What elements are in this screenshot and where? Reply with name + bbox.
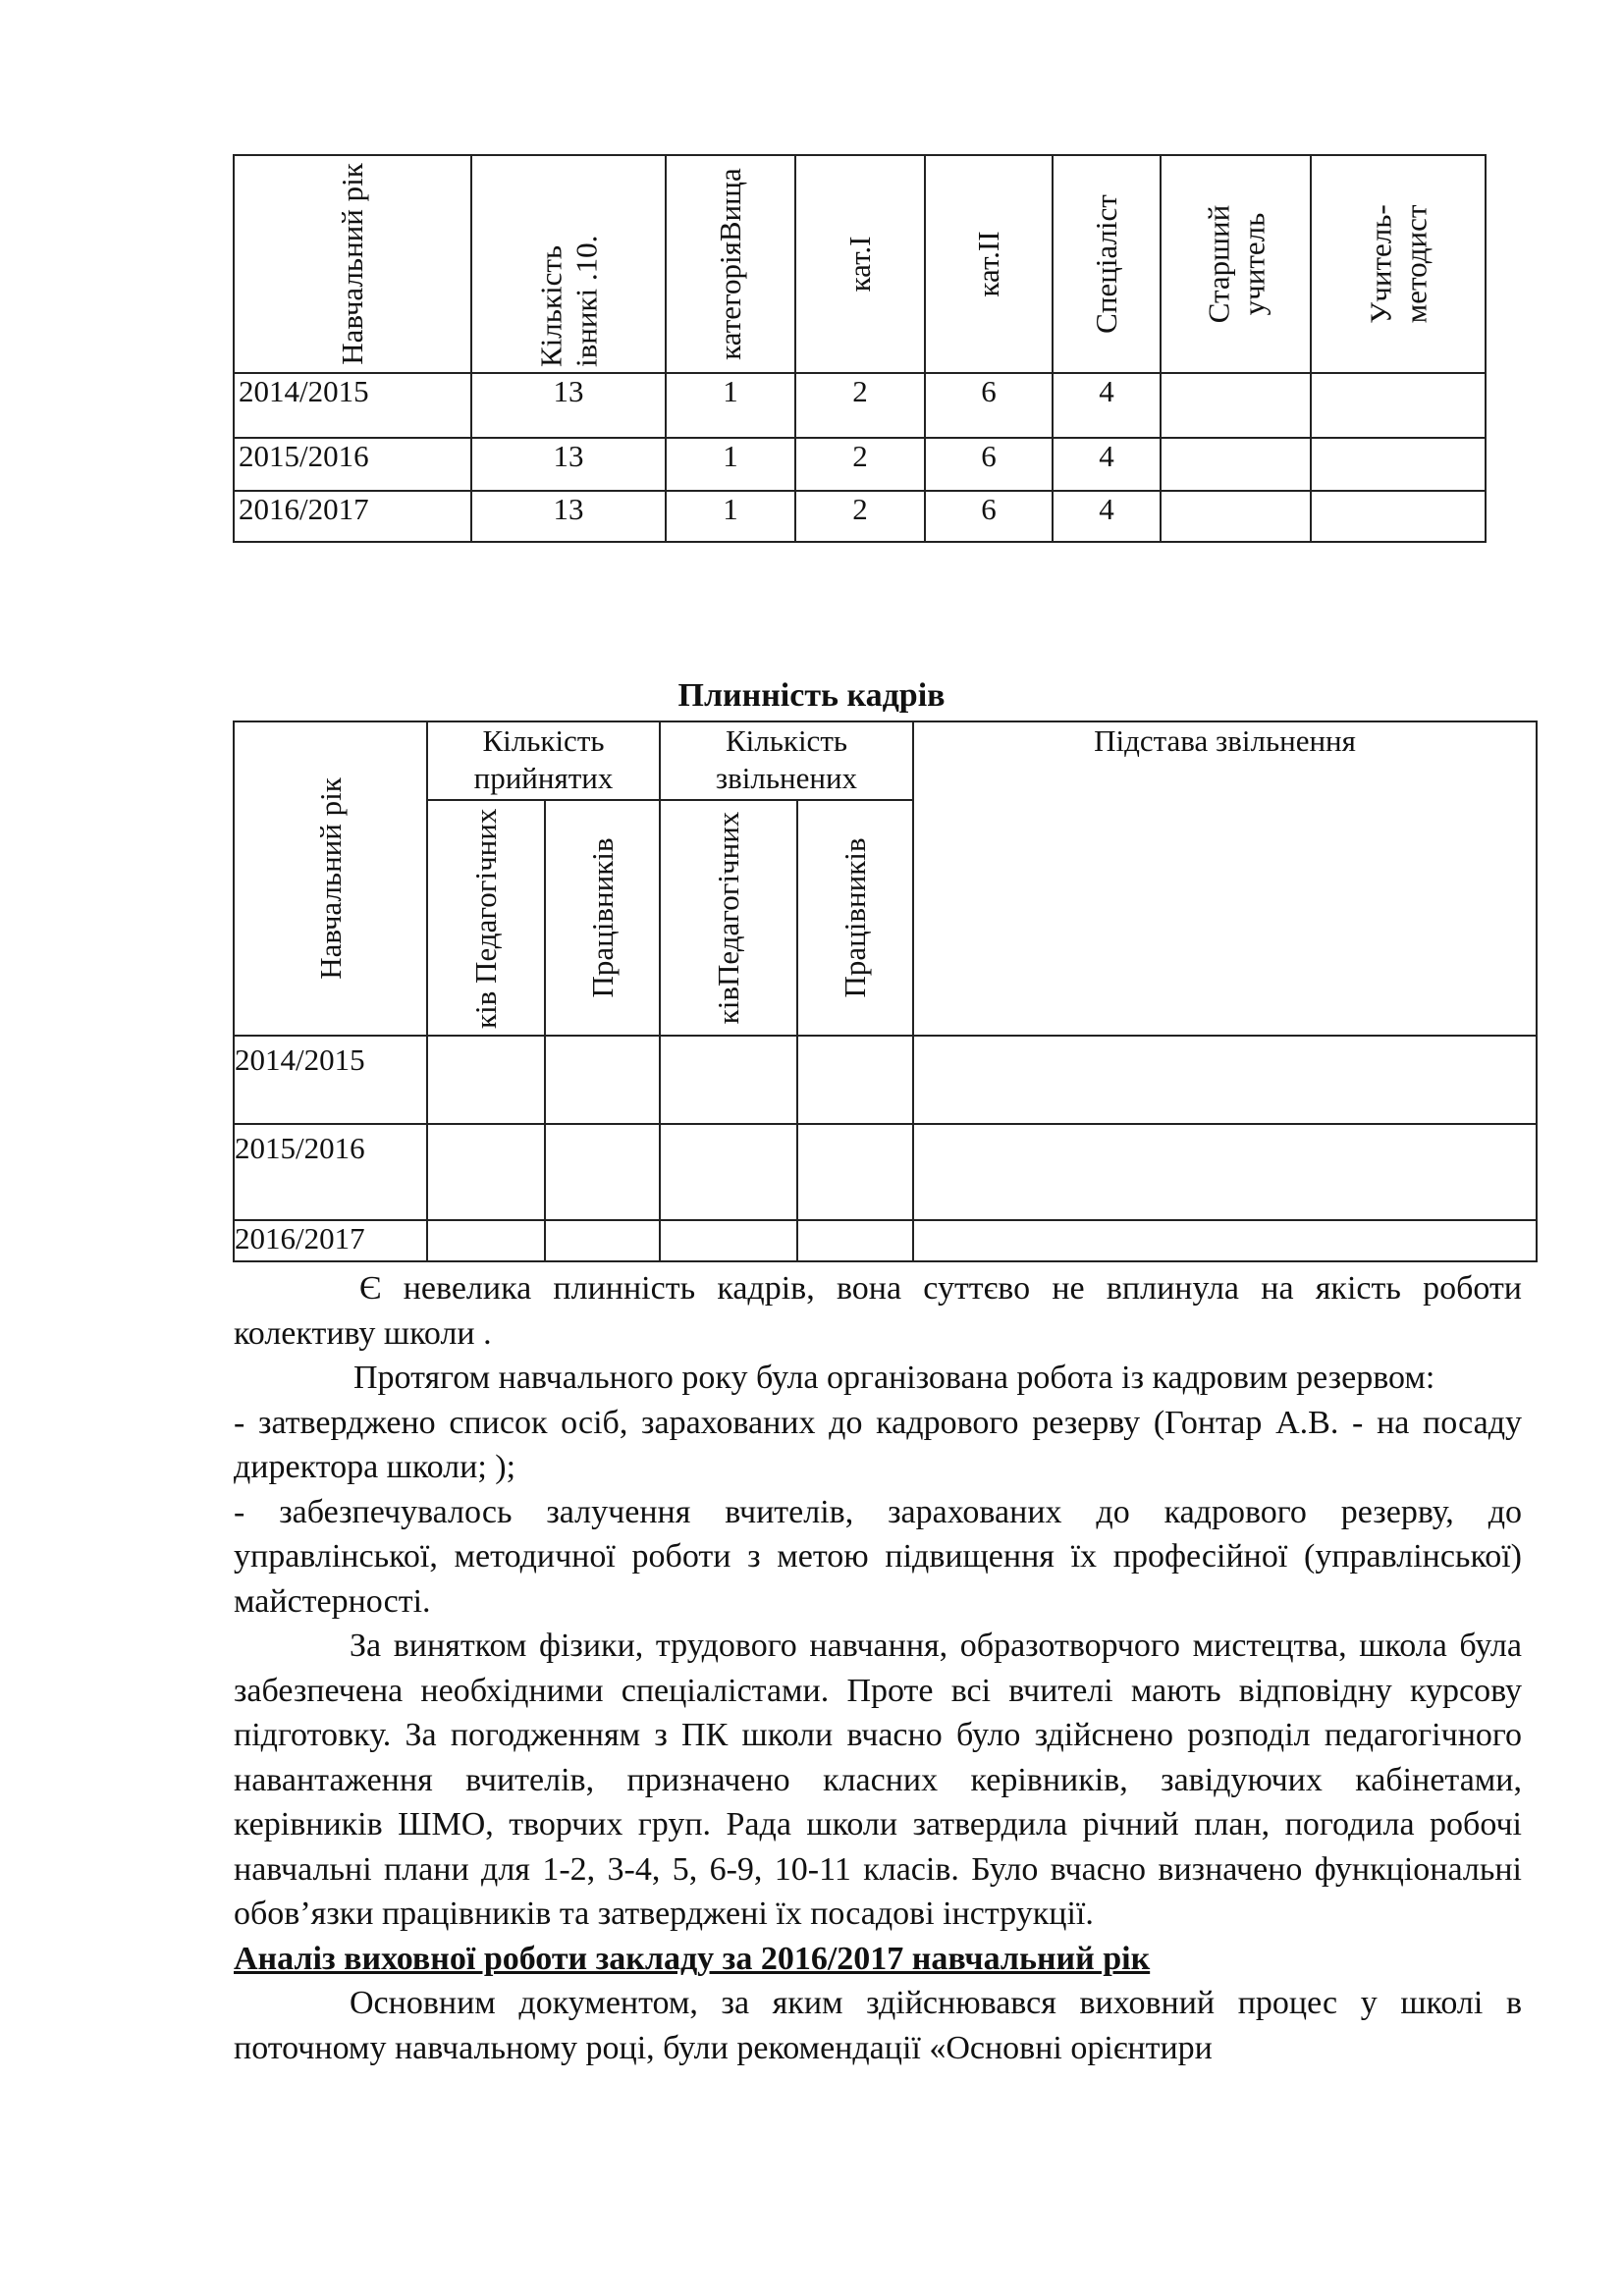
cell-year: 2014/2015 — [234, 373, 471, 438]
cell-cat2: 6 — [925, 491, 1053, 542]
cell-empty — [545, 1036, 660, 1124]
cell-empty — [797, 1036, 913, 1124]
header-year: Навчальний рік — [234, 155, 471, 373]
paragraph: Протягом навчального року була організована робота із кадровим резервом: — [353, 1360, 1435, 1396]
header-hired-pedagogical: ків Педагогічних — [427, 800, 545, 1036]
cell-methodist — [1311, 373, 1486, 438]
cell-senior — [1161, 438, 1311, 491]
cell-empty — [545, 1124, 660, 1220]
cell-highest: 1 — [666, 373, 795, 438]
table-row — [234, 491, 1486, 542]
table-row — [234, 1220, 1537, 1261]
cell-empty — [545, 1220, 660, 1261]
header-methodist-teacher: Учитель-методист — [1311, 155, 1486, 373]
paragraph: - забезпечувалось залучення вчителів, зарахованих до кадрового резерву, до управлінської, методичної роботи з метою підвищення їх професійної (управлінської) майстерності. — [234, 1493, 1522, 1620]
staff-category-table — [233, 154, 1487, 543]
cell-empty — [427, 1220, 545, 1261]
body-text — [234, 1266, 1522, 2070]
table-row — [234, 373, 1486, 438]
cell-empty — [427, 1036, 545, 1124]
cell-empty — [913, 1036, 1537, 1124]
cell-year: 2015/2016 — [234, 438, 471, 491]
cell-specialist: 4 — [1053, 373, 1161, 438]
header-senior-teacher: Старший учитель — [1161, 155, 1311, 373]
cell-count: 13 — [471, 373, 666, 438]
cell-cat1: 2 — [795, 491, 925, 542]
cell-year: 2015/2016 — [234, 1124, 427, 1220]
table-row — [234, 1036, 1537, 1124]
cell-year: 2016/2017 — [234, 1220, 427, 1261]
cell-count: 13 — [471, 438, 666, 491]
cell-methodist — [1311, 491, 1486, 542]
header-hired: Кількість прийнятих — [427, 721, 660, 800]
cell-cat2: 6 — [925, 373, 1053, 438]
header-category-1: кат.І — [795, 155, 925, 373]
table-row — [234, 438, 1486, 491]
header-year: Навчальний рік — [234, 721, 427, 1036]
header-dismissed-workers: Працівників — [797, 800, 913, 1036]
cell-empty — [427, 1124, 545, 1220]
staff-turnover-table — [233, 721, 1538, 1262]
paragraph: Основним документом, за яким здійснювався виховний процес у школі в поточному навчальному році, були рекомендації «Основні орієнтири — [234, 1985, 1522, 2066]
header-dismissed: Кількість звільнених — [660, 721, 913, 800]
cell-highest: 1 — [666, 491, 795, 542]
cell-senior — [1161, 491, 1311, 542]
cell-empty — [660, 1124, 797, 1220]
header-specialist: Спеціаліст — [1053, 155, 1161, 373]
header-dismissal-reason: Підстава звільнення — [913, 721, 1537, 1036]
cell-empty — [797, 1124, 913, 1220]
cell-count: 13 — [471, 491, 666, 542]
table-row — [234, 1124, 1537, 1220]
cell-cat1: 2 — [795, 373, 925, 438]
header-dismissed-pedagogical: ківПедагогічних — [660, 800, 797, 1036]
paragraph: - затверджено список осіб, зарахованих до кадрового резерву (Гонтар А.В. - на посаду директора школи; ); — [234, 1404, 1522, 1485]
cell-senior — [1161, 373, 1311, 438]
cell-specialist: 4 — [1053, 438, 1161, 491]
paragraph: За винятком фізики, трудового навчання, образотворчого мистецтва, школа була забезпечена необхідними спеціалістами. Проте всі вчителі мають відповідну курсову підготовку. За погодженням з ПК школи вчасно було здійснено розподіл педагогічного навантаження вчителів, призначено класних керівників, завідуючих кабінетами, керівників ШМО, творчих груп. Рада школи затвердила річний план, погодила робочі навчальні плани для 1-2, 3-4, 5, 6-9, 10-11 класів. Було вчасно визначено функціональні обов’язки працівників та затверджені їх посадові інструкції. — [234, 1628, 1522, 1932]
cell-highest: 1 — [666, 438, 795, 491]
header-hired-workers: Працівників — [545, 800, 660, 1036]
section-heading: Аналіз виховної роботи закладу за 2016/2017 навчальний рік — [234, 1940, 1151, 1977]
cell-specialist: 4 — [1053, 491, 1161, 542]
cell-year: 2016/2017 — [234, 491, 471, 542]
cell-empty — [913, 1220, 1537, 1261]
paragraph: Є невелика плинність кадрів, вона суттєво не вплинула на якість роботи колективу школи . — [234, 1270, 1522, 1352]
cell-year: 2014/2015 — [234, 1036, 427, 1124]
cell-empty — [660, 1220, 797, 1261]
cell-empty — [797, 1220, 913, 1261]
cell-methodist — [1311, 438, 1486, 491]
cell-cat2: 6 — [925, 438, 1053, 491]
cell-cat1: 2 — [795, 438, 925, 491]
header-count: Кількість івникі .10. — [471, 155, 666, 373]
cell-empty — [913, 1124, 1537, 1220]
cell-empty — [660, 1036, 797, 1124]
staff-turnover-title: Плинність кадрів — [677, 677, 946, 714]
header-highest-category: категоріяВища — [666, 155, 795, 373]
header-category-2: кат.ІІ — [925, 155, 1053, 373]
